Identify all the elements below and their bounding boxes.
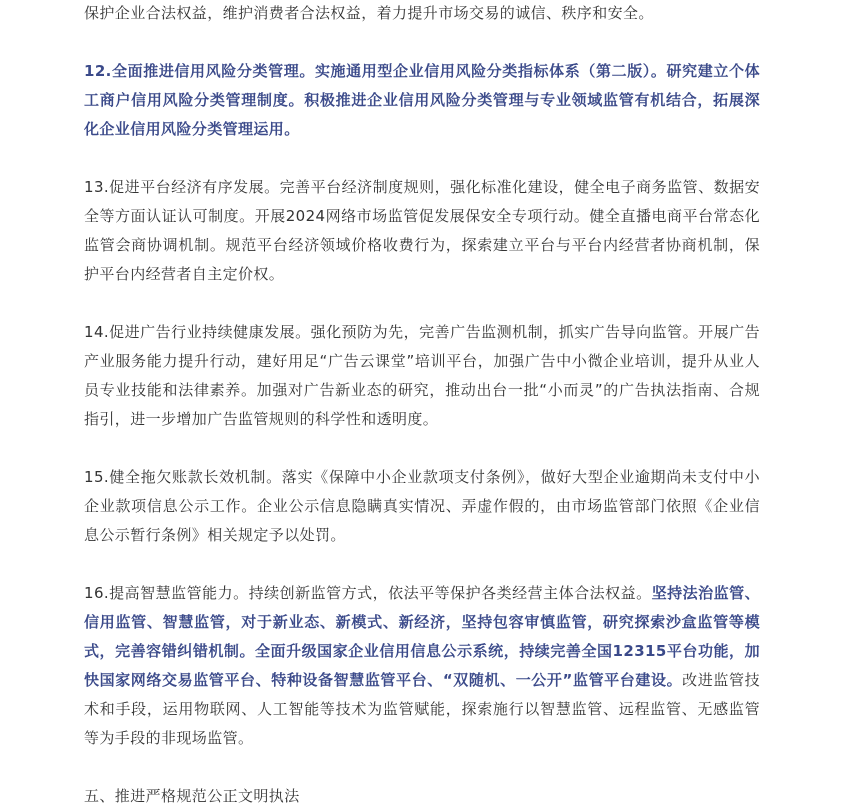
- paragraph-14: 14.促进广告行业持续健康发展。强化预防为先，完善广告监测机制，抓实广告导向监管。开展广告产业服务能力提升行动，建好用足“广告云课堂”培训平台，加强广告中小微企业培训，提升从业人员专业技能和法律素养。加强对广告新业态的研究，推动出台一批“小而灵”的广告执法指南、合规指引，进一步增加广告监管规则的科学性和透明度。: [84, 323, 760, 428]
- paragraph-13: 13.促进平台经济有序发展。完善平台经济制度规则，强化标准化建设，健全电子商务监管、数据安全等方面认证认可制度。开展2024网络市场监管促发展保安全专项行动。健全直播电商平台常态化监管会商协调机制。规范平台经济领域价格收费行为，探索建立平台与平台内经营者协商机制，保护平台内经营者自主定价权。: [84, 178, 760, 283]
- paragraph-intro: 保护企业合法权益，维护消费者合法权益，着力提升市场交易的诚信、秩序和安全。: [84, 4, 654, 22]
- paragraph-16-lead: 16.提高智慧监管能力。持续创新监管方式，依法平等保护各类经营主体合法权益。: [84, 584, 652, 602]
- paragraph-15: 15.健全拖欠账款长效机制。落实《保障中小企业款项支付条例》，做好大型企业逾期尚未支付中小企业款项信息公示工作。企业公示信息隐瞒真实情况、弄虚作假的，由市场监管部门依照《企业信息公示暂行条例》相关规定予以处罚。: [84, 468, 760, 544]
- paragraph-16-highlight: 坚持法治监管、信用监管、智慧监管，对于新业态、新模式、新经济，坚持包容审慎监管，研究探索沙盒监管等模式，完善容错纠错机制。全面升级国家企业信用信息公示系统，持续完善全国12315平台功能，加快国家网络交易监管平台、特种设备智慧监管平台、“双随机、一公开”监管平台建设。: [84, 584, 760, 689]
- paragraph-12: 12.全面推进信用风险分类管理。实施通用型企业信用风险分类指标体系（第二版）。研究建立个体工商户信用风险分类管理制度。积极推进企业信用风险分类管理与专业领域监管有机结合，拓展深化企业信用风险分类管理运用。: [84, 62, 760, 138]
- section-heading-5: 五、推进严格规范公正文明执法: [84, 787, 300, 805]
- paragraph-16: [84, 579, 760, 753]
- paragraph-16-tail: 改进监管技术和手段，运用物联网、人工智能等技术为监管赋能，探索施行以智慧监管、远程监管、无感监管等为手段的非现场监管。: [84, 671, 760, 747]
- article-body: [84, 0, 760, 811]
